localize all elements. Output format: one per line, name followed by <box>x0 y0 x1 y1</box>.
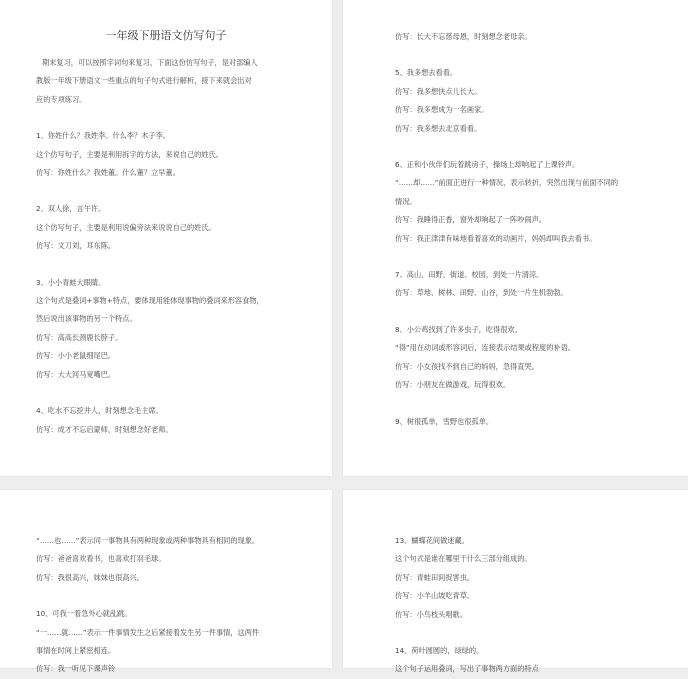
example-line: 仿写：我多想成为一名画家。 <box>395 105 489 115</box>
section-4-continued <box>395 28 670 46</box>
section-heading: 5、我多想去看看。 <box>395 68 458 78</box>
text-line: 这个仿写句子，主要是利用说偏旁法来说说自己的姓氏。 <box>36 222 216 232</box>
text-line: 这个句式是谁在哪里干什么三部分组成的。 <box>395 554 532 564</box>
example-line: 仿写：我多想快点儿长大。 <box>395 86 482 96</box>
intro-paragraph <box>36 54 310 109</box>
section-1 <box>36 127 310 182</box>
section-heading: 3、小小青蛙大眼睛。 <box>36 277 106 287</box>
example-line: 仿写：草地、树林、田野、山谷，到处一片生机勃勃。 <box>395 288 568 298</box>
section-heading: 6、正和小伙伴们玩着跳房子，操场上却响起了上课铃声。 <box>395 160 580 170</box>
section-heading: 10、可我一着急外心就乱跳。 <box>36 609 132 619</box>
section-heading: 9、树很孤单，雪野也很孤单。 <box>395 416 494 426</box>
section-heading: 13、蝴蝶花间做迷藏。 <box>395 536 469 545</box>
text-line: “……也……”表示同一事物具有两种现象或两种事物具有相同的现象。 <box>36 536 260 545</box>
section-6 <box>395 156 670 248</box>
document-page-2 <box>343 0 688 476</box>
example-line: 仿写：小女孩找不到自己的妈妈，急得直哭。 <box>395 361 539 371</box>
document-title: 一年级下册语文仿写句子 <box>105 29 227 42</box>
example-line: 仿写：我很高兴，妹妹也很高兴。 <box>36 572 144 582</box>
example-line: 仿写：爸爸喜欢看书，也喜欢打羽毛球。 <box>36 554 166 564</box>
section-heading: 2、双人徐，言午许。 <box>36 204 106 214</box>
example-line: 仿写：我一听见下课声铃 <box>36 664 116 674</box>
section-13 <box>395 532 670 624</box>
section-heading: 8、小公鸡找到了许多虫子，吃得很欢。 <box>395 324 522 334</box>
example-line: 仿写：长大不忘慈母恩，时刻想念老母亲。 <box>395 32 532 41</box>
example-line: 仿写：青蛙田间捉害虫。 <box>395 572 475 582</box>
section-heading: 14、荷叶圆圆的，绿绿的。 <box>395 646 484 656</box>
example-line: 仿写：成才不忘启蒙师，时刻想念好老师。 <box>36 424 173 434</box>
section-9-continued <box>36 532 310 587</box>
example-line: 仿写：小小老鼠细尾巴。 <box>36 351 116 361</box>
section-5 <box>395 64 670 138</box>
text-line: 事情在时间上紧密相连。 <box>36 646 116 656</box>
section-3 <box>36 274 310 384</box>
text-line: 这个句子运用叠词，写出了事物两方面的特点 <box>395 664 539 674</box>
text-line: 期末复习，可以按照字词句来复习，下面这份仿写句子，是对部编人 <box>42 58 258 67</box>
example-line: 仿写：小羊山坡吃青草。 <box>395 591 475 601</box>
section-2 <box>36 200 310 255</box>
example-line: 仿写：小朋友在做游戏，玩得很欢。 <box>395 380 511 390</box>
section-heading: 4、吃水不忘挖井人，时刻想念毛主席。 <box>36 406 163 416</box>
text-line: “……却……”前面正进行一种情况，表示转折，突然出现与前面不同的 <box>395 178 619 188</box>
section-9 <box>395 413 670 431</box>
text-line: “得”用在动词或形容词后，连接表示结果或程度的补语。 <box>395 343 575 353</box>
text-line: 教版一年级下册语文一些重点的句子句式进行解析，接下来就会出对 <box>36 76 252 86</box>
section-heading: 7、高山、田野、街道、校园，到处一片清凉。 <box>395 270 544 280</box>
section-14 <box>395 642 670 679</box>
document-page-1 <box>0 0 332 476</box>
section-heading: 1、你姓什么？我姓李。什么李？木子李。 <box>36 131 170 141</box>
text-line: 情况。 <box>395 196 417 206</box>
example-line: 仿写：我正津津有味地看着喜欢的动画片，妈妈却叫我去看书。 <box>395 233 597 243</box>
example-line: 仿写：我多想去北京看看。 <box>395 123 482 133</box>
example-line: 仿写：我睡得正香，窗外却响起了一阵吵闹声。 <box>395 215 546 225</box>
text-line: 这个句式是叠词+事物+特点，要体现用能体现事物的叠词来形容食物， <box>36 296 264 306</box>
section-10 <box>36 605 310 679</box>
example-line: 仿写：高高长颈鹿长脖子。 <box>36 332 123 342</box>
example-line: 仿写：大大河马宽嘴巴。 <box>36 369 116 379</box>
section-4 <box>36 402 310 439</box>
document-page-4 <box>343 490 688 674</box>
text-line: 这个仿写句子，主要是利用拆字的方法，来说自己的姓氏。 <box>36 149 223 159</box>
section-8 <box>395 321 670 395</box>
section-7 <box>395 266 670 303</box>
example-line: 仿写：小鸟枝头唱歌。 <box>395 609 467 619</box>
text-line: 应的专项练习。 <box>36 94 87 104</box>
text-line: 然后说出该事物的另一个特点。 <box>36 314 137 324</box>
document-page-3 <box>0 490 332 674</box>
text-line: “一……就……”表示一件事情发生之后紧接着发生另一件事情，这两件 <box>36 627 260 637</box>
example-line: 仿写：文刀刘，耳东陈。 <box>36 241 116 251</box>
example-line: 仿写：你姓什么？我姓董。什么董？立早董。 <box>36 168 180 178</box>
